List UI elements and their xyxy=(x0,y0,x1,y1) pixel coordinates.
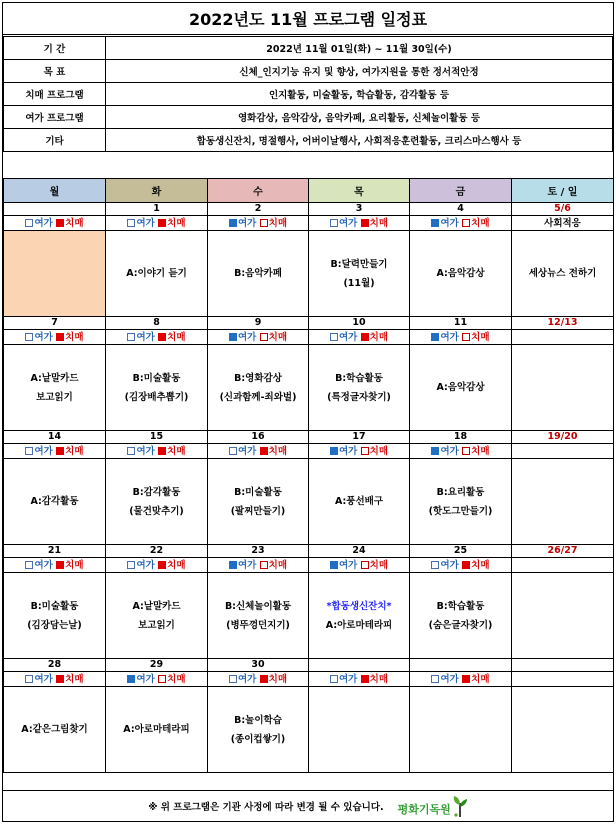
yeoga-label: 여가 xyxy=(338,445,358,457)
info-value: 인지활동, 미술활동, 학습활동, 감각활동 등 xyxy=(106,83,613,106)
program-type-text: 사회적응 xyxy=(544,217,581,229)
yeoga-label: 여가 xyxy=(136,331,155,343)
unchecked-yeoga-box-icon xyxy=(25,219,33,227)
activity-cell xyxy=(106,459,208,545)
activity-line: 보고읽기 xyxy=(138,619,175,631)
checked-chimae-box-icon xyxy=(260,675,268,683)
date-cell xyxy=(512,659,614,672)
activity-row xyxy=(4,231,614,317)
date-cell: 21 xyxy=(4,545,106,558)
program-type-cell xyxy=(512,672,614,687)
unchecked-yeoga-box-icon xyxy=(25,447,33,455)
date-cell: 5/6 xyxy=(512,203,614,216)
activity-line: (신과함께-죄와벌) xyxy=(219,391,297,403)
activity-line: A:이야기 듣기 xyxy=(126,268,187,279)
unchecked-chimae-box-icon xyxy=(158,675,166,683)
checked-yeoga-box-icon xyxy=(431,447,439,455)
unchecked-yeoga-box-icon xyxy=(330,219,338,227)
activity-cell xyxy=(208,231,309,317)
activity-cell xyxy=(512,687,614,773)
program-type-cell xyxy=(309,558,410,573)
unchecked-yeoga-box-icon xyxy=(25,333,33,341)
program-type-row xyxy=(4,330,614,345)
yeoga-label: 여가 xyxy=(440,559,459,571)
unchecked-yeoga-box-icon xyxy=(127,447,135,455)
info-label: 목 표 xyxy=(4,60,106,83)
program-type-row xyxy=(4,672,614,687)
chimae-label: 치매 xyxy=(65,445,84,457)
activity-line: A:풍선배구 xyxy=(334,496,384,507)
checked-chimae-box-icon xyxy=(56,561,64,569)
program-type-cell xyxy=(208,558,309,573)
footer-note: ※ 위 프로그램은 기관 사정에 따라 변경 될 수 있습니다. xyxy=(148,802,384,813)
program-type-row xyxy=(4,558,614,573)
activity-cell xyxy=(208,687,309,773)
yeoga-label: 여가 xyxy=(237,445,257,457)
activity-line: A:감각활동 xyxy=(30,496,79,507)
unchecked-yeoga-box-icon xyxy=(127,561,135,569)
date-cell xyxy=(410,659,512,672)
date-cell xyxy=(4,203,106,216)
program-type-cell xyxy=(410,672,512,687)
date-cell: 26/27 xyxy=(512,545,614,558)
unchecked-chimae-box-icon xyxy=(462,219,470,227)
checked-yeoga-box-icon xyxy=(229,333,237,341)
program-type-cell xyxy=(106,558,208,573)
unchecked-chimae-box-icon xyxy=(361,561,369,569)
yeoga-label: 여가 xyxy=(338,559,358,571)
activity-row xyxy=(4,687,614,773)
checked-yeoga-box-icon xyxy=(330,447,338,455)
activity-line: B:감각활동 xyxy=(132,486,181,498)
unchecked-chimae-box-icon xyxy=(361,447,369,455)
activity-line: (물건맞추기) xyxy=(129,505,184,517)
checked-yeoga-box-icon xyxy=(330,561,338,569)
unchecked-chimae-box-icon xyxy=(260,333,268,341)
activity-line: B:미술활동 xyxy=(132,372,181,384)
unchecked-chimae-box-icon xyxy=(462,447,470,455)
activity-line: A:낱말카드 xyxy=(30,372,79,384)
activity-line: B:영화감상 xyxy=(234,372,282,384)
chimae-label: 치매 xyxy=(167,331,186,343)
chimae-label: 치매 xyxy=(167,673,186,685)
activity-cell xyxy=(309,345,410,431)
yeoga-label: 여가 xyxy=(338,331,358,343)
activity-cell xyxy=(410,687,512,773)
chimae-label: 치매 xyxy=(65,331,84,343)
unchecked-yeoga-box-icon xyxy=(127,219,135,227)
activity-line: B:요리활동 xyxy=(436,486,485,498)
yeoga-label: 여가 xyxy=(136,559,155,571)
activity-line: A:아로마테라피 xyxy=(325,619,393,631)
program-type-cell xyxy=(106,444,208,459)
date-row xyxy=(4,659,614,672)
program-type-cell xyxy=(208,444,309,459)
activity-line: B:신체놀이활동 xyxy=(224,600,292,612)
info-value: 합동생신잔치, 명절행사, 어버이날행사, 사회적응훈련활동, 크리스마스행사 등 xyxy=(106,129,613,152)
activity-cell xyxy=(309,459,410,545)
activity-line: B:미술활동 xyxy=(234,486,282,498)
checked-chimae-box-icon xyxy=(56,219,64,227)
info-label: 기타 xyxy=(4,129,106,152)
checked-chimae-box-icon xyxy=(158,447,166,455)
activity-cell xyxy=(4,459,106,545)
activity-line: (팔찌만들기) xyxy=(230,505,286,517)
unchecked-yeoga-box-icon xyxy=(229,447,237,455)
yeoga-label: 여가 xyxy=(237,559,257,571)
program-type-cell xyxy=(106,330,208,345)
checked-chimae-box-icon xyxy=(260,447,268,455)
yeoga-label: 여가 xyxy=(338,673,358,685)
date-cell: 8 xyxy=(106,317,208,330)
chimae-label: 치매 xyxy=(268,331,288,343)
info-label: 기 간 xyxy=(4,37,106,60)
checked-chimae-box-icon xyxy=(361,333,369,341)
date-row xyxy=(4,545,614,558)
chimae-label: 치매 xyxy=(65,217,84,229)
chimae-label: 치매 xyxy=(268,673,288,685)
activity-line: (핫도그만들기) xyxy=(428,505,493,517)
info-row xyxy=(4,83,613,106)
unchecked-yeoga-box-icon xyxy=(330,333,338,341)
unchecked-yeoga-box-icon xyxy=(431,561,439,569)
activity-cell xyxy=(309,687,410,773)
checked-yeoga-box-icon xyxy=(229,561,237,569)
activity-cell xyxy=(4,231,106,317)
date-cell: 18 xyxy=(410,431,512,444)
date-cell: 14 xyxy=(4,431,106,444)
info-row xyxy=(4,60,613,83)
date-cell: 22 xyxy=(106,545,208,558)
chimae-label: 치매 xyxy=(268,559,288,571)
unchecked-yeoga-box-icon xyxy=(25,561,33,569)
program-type-cell xyxy=(208,216,309,231)
date-cell: 23 xyxy=(208,545,309,558)
activity-line: (김장담는날) xyxy=(27,619,82,631)
activity-cell xyxy=(4,573,106,659)
activity-cell xyxy=(512,459,614,545)
chimae-label: 치매 xyxy=(369,331,389,343)
activity-line: B:음악카페 xyxy=(234,268,282,279)
activity-line: B:학습활동 xyxy=(436,600,485,612)
yeoga-label: 여가 xyxy=(34,445,53,457)
yeoga-label: 여가 xyxy=(136,673,155,685)
date-row xyxy=(4,317,614,330)
checked-chimae-box-icon xyxy=(462,675,470,683)
activity-row xyxy=(4,573,614,659)
unchecked-yeoga-box-icon xyxy=(431,675,439,683)
program-type-cell xyxy=(309,216,410,231)
program-type-cell xyxy=(410,216,512,231)
checked-chimae-box-icon xyxy=(158,561,166,569)
info-row xyxy=(4,106,613,129)
activity-cell xyxy=(512,231,614,317)
date-cell: 25 xyxy=(410,545,512,558)
yeoga-label: 여가 xyxy=(440,673,459,685)
calendar-table xyxy=(3,178,614,773)
date-cell: 16 xyxy=(208,431,309,444)
date-cell: 4 xyxy=(410,203,512,216)
chimae-label: 치매 xyxy=(471,673,490,685)
info-label: 여가 프로그램 xyxy=(4,106,106,129)
weekday-header: 화 xyxy=(106,179,208,203)
activity-cell xyxy=(309,231,410,317)
yeoga-label: 여가 xyxy=(136,445,155,457)
activity-cell xyxy=(410,231,512,317)
activity-line: 세상뉴스 전하기 xyxy=(528,268,597,279)
spacer-band xyxy=(3,156,613,178)
program-type-cell xyxy=(410,444,512,459)
activity-line: (숨은글자찾기) xyxy=(428,619,493,631)
program-type-cell xyxy=(208,330,309,345)
unchecked-yeoga-box-icon xyxy=(25,675,33,683)
weekday-header: 목 xyxy=(309,179,410,203)
checked-chimae-box-icon xyxy=(361,219,369,227)
date-cell xyxy=(309,659,410,672)
chimae-label: 치매 xyxy=(65,673,84,685)
chimae-label: 치매 xyxy=(369,559,389,571)
program-type-row xyxy=(4,216,614,231)
checked-chimae-box-icon xyxy=(56,333,64,341)
unchecked-chimae-box-icon xyxy=(260,561,268,569)
activity-cell xyxy=(208,345,309,431)
info-row xyxy=(4,129,613,152)
activity-line: A:같은그림찾기 xyxy=(21,724,88,735)
yeoga-label: 여가 xyxy=(237,217,257,229)
activity-cell xyxy=(309,573,410,659)
yeoga-label: 여가 xyxy=(338,217,358,229)
yeoga-label: 여가 xyxy=(440,445,459,457)
info-row xyxy=(4,37,613,60)
unchecked-chimae-box-icon xyxy=(462,333,470,341)
yeoga-label: 여가 xyxy=(34,331,53,343)
organization-logo xyxy=(398,795,468,817)
yeoga-label: 여가 xyxy=(34,559,53,571)
checked-yeoga-box-icon xyxy=(431,333,439,341)
chimae-label: 치매 xyxy=(65,559,84,571)
schedule-sheet xyxy=(2,2,614,822)
activity-cell xyxy=(208,459,309,545)
unchecked-yeoga-box-icon xyxy=(229,675,237,683)
date-cell: 17 xyxy=(309,431,410,444)
activity-line: B:달력만들기 xyxy=(330,258,388,270)
date-cell: 19/20 xyxy=(512,431,614,444)
weekday-header: 월 xyxy=(4,179,106,203)
activity-line: (종이컵쌓기) xyxy=(230,733,286,745)
info-label: 치매 프로그램 xyxy=(4,83,106,106)
date-cell: 1 xyxy=(106,203,208,216)
program-type-cell xyxy=(410,558,512,573)
date-cell: 28 xyxy=(4,659,106,672)
activity-line: (11월) xyxy=(343,277,375,289)
unchecked-chimae-box-icon xyxy=(260,219,268,227)
info-value: 2022년 11월 01일(화) ~ 11월 30일(수) xyxy=(106,37,613,60)
logo-text: 평화기독원 xyxy=(397,803,451,816)
yeoga-label: 여가 xyxy=(136,217,155,229)
date-row xyxy=(4,203,614,216)
date-cell: 12/13 xyxy=(512,317,614,330)
activity-line: (특정글자찾기) xyxy=(327,391,391,403)
program-type-cell xyxy=(309,330,410,345)
yeoga-label: 여가 xyxy=(237,331,257,343)
date-cell: 9 xyxy=(208,317,309,330)
checked-yeoga-box-icon xyxy=(431,219,439,227)
date-row xyxy=(4,431,614,444)
unchecked-yeoga-box-icon xyxy=(330,675,338,683)
special-event-label: *합동생신잔치* xyxy=(326,600,392,612)
weekday-header: 토 / 일 xyxy=(512,179,614,203)
date-cell: 30 xyxy=(208,659,309,672)
sprout-icon xyxy=(452,795,468,817)
yeoga-label: 여가 xyxy=(34,217,53,229)
program-type-cell xyxy=(512,558,614,573)
chimae-label: 치매 xyxy=(369,673,389,685)
chimae-label: 치매 xyxy=(268,445,288,457)
checked-chimae-box-icon xyxy=(56,447,64,455)
chimae-label: 치매 xyxy=(369,445,389,457)
checked-chimae-box-icon xyxy=(158,333,166,341)
checked-yeoga-box-icon xyxy=(229,219,237,227)
activity-line: (김장배추뽑기) xyxy=(124,391,189,403)
program-type-cell xyxy=(106,216,208,231)
program-type-cell xyxy=(4,330,106,345)
checked-chimae-box-icon xyxy=(361,675,369,683)
checked-chimae-box-icon xyxy=(158,219,166,227)
weekday-header: 금 xyxy=(410,179,512,203)
activity-line: A:음악감상 xyxy=(436,382,485,393)
date-cell: 10 xyxy=(309,317,410,330)
date-cell: 7 xyxy=(4,317,106,330)
program-type-cell xyxy=(309,672,410,687)
page-title: 2022년도 11월 프로그램 일정표 xyxy=(3,3,613,35)
activity-row xyxy=(4,345,614,431)
program-type-cell xyxy=(4,444,106,459)
activity-line: (병뚜껑던지기) xyxy=(226,619,290,631)
chimae-label: 치매 xyxy=(167,445,186,457)
unchecked-yeoga-box-icon xyxy=(127,333,135,341)
chimae-label: 치매 xyxy=(268,217,288,229)
date-cell: 29 xyxy=(106,659,208,672)
checked-yeoga-box-icon xyxy=(127,675,135,683)
info-value: 신체_인지기능 유지 및 향상, 여가지원을 통한 정서적안정 xyxy=(106,60,613,83)
activity-line: A:음악감상 xyxy=(436,268,485,279)
weekday-header-row xyxy=(4,179,614,203)
checked-chimae-box-icon xyxy=(56,675,64,683)
date-cell: 15 xyxy=(106,431,208,444)
activity-cell xyxy=(106,687,208,773)
program-type-cell xyxy=(512,330,614,345)
activity-row xyxy=(4,459,614,545)
chimae-label: 치매 xyxy=(167,559,186,571)
chimae-label: 치매 xyxy=(369,217,389,229)
date-cell: 11 xyxy=(410,317,512,330)
activity-cell xyxy=(106,231,208,317)
program-type-cell xyxy=(410,330,512,345)
program-type-cell xyxy=(4,672,106,687)
yeoga-label: 여가 xyxy=(440,331,459,343)
chimae-label: 치매 xyxy=(471,445,490,457)
program-type-cell xyxy=(4,558,106,573)
program-type-cell xyxy=(208,672,309,687)
date-cell: 2 xyxy=(208,203,309,216)
activity-cell xyxy=(208,573,309,659)
yeoga-label: 여가 xyxy=(440,217,459,229)
activity-cell xyxy=(512,345,614,431)
checked-chimae-box-icon xyxy=(462,561,470,569)
activity-line: B:놀이학습 xyxy=(234,714,282,726)
activity-cell xyxy=(410,345,512,431)
footer xyxy=(3,790,613,821)
activity-cell xyxy=(512,573,614,659)
chimae-label: 치매 xyxy=(471,559,490,571)
chimae-label: 치매 xyxy=(471,217,490,229)
activity-line: A:아로마테라피 xyxy=(123,724,190,735)
program-type-cell xyxy=(4,216,106,231)
program-type-cell xyxy=(512,444,614,459)
program-type-cell xyxy=(106,672,208,687)
yeoga-label: 여가 xyxy=(34,673,53,685)
activity-cell xyxy=(410,459,512,545)
activity-line: B:학습활동 xyxy=(335,372,383,384)
chimae-label: 치매 xyxy=(471,331,490,343)
program-type-cell xyxy=(309,444,410,459)
chimae-label: 치매 xyxy=(167,217,186,229)
activity-line: A:낱말카드 xyxy=(132,600,181,612)
weekday-header: 수 xyxy=(208,179,309,203)
activity-cell xyxy=(106,573,208,659)
date-cell: 24 xyxy=(309,545,410,558)
activity-line: 보고읽기 xyxy=(36,391,73,403)
activity-cell xyxy=(4,345,106,431)
yeoga-label: 여가 xyxy=(237,673,257,685)
activity-line: B:미술활동 xyxy=(30,600,79,612)
program-info-table xyxy=(3,36,613,152)
date-cell: 3 xyxy=(309,203,410,216)
program-type-row xyxy=(4,444,614,459)
info-value: 영화감상, 음악감상, 음악카페, 요리활동, 신체놀이활동 등 xyxy=(106,106,613,129)
activity-cell xyxy=(410,573,512,659)
program-type-cell xyxy=(512,216,614,231)
activity-cell xyxy=(106,345,208,431)
activity-cell xyxy=(4,687,106,773)
